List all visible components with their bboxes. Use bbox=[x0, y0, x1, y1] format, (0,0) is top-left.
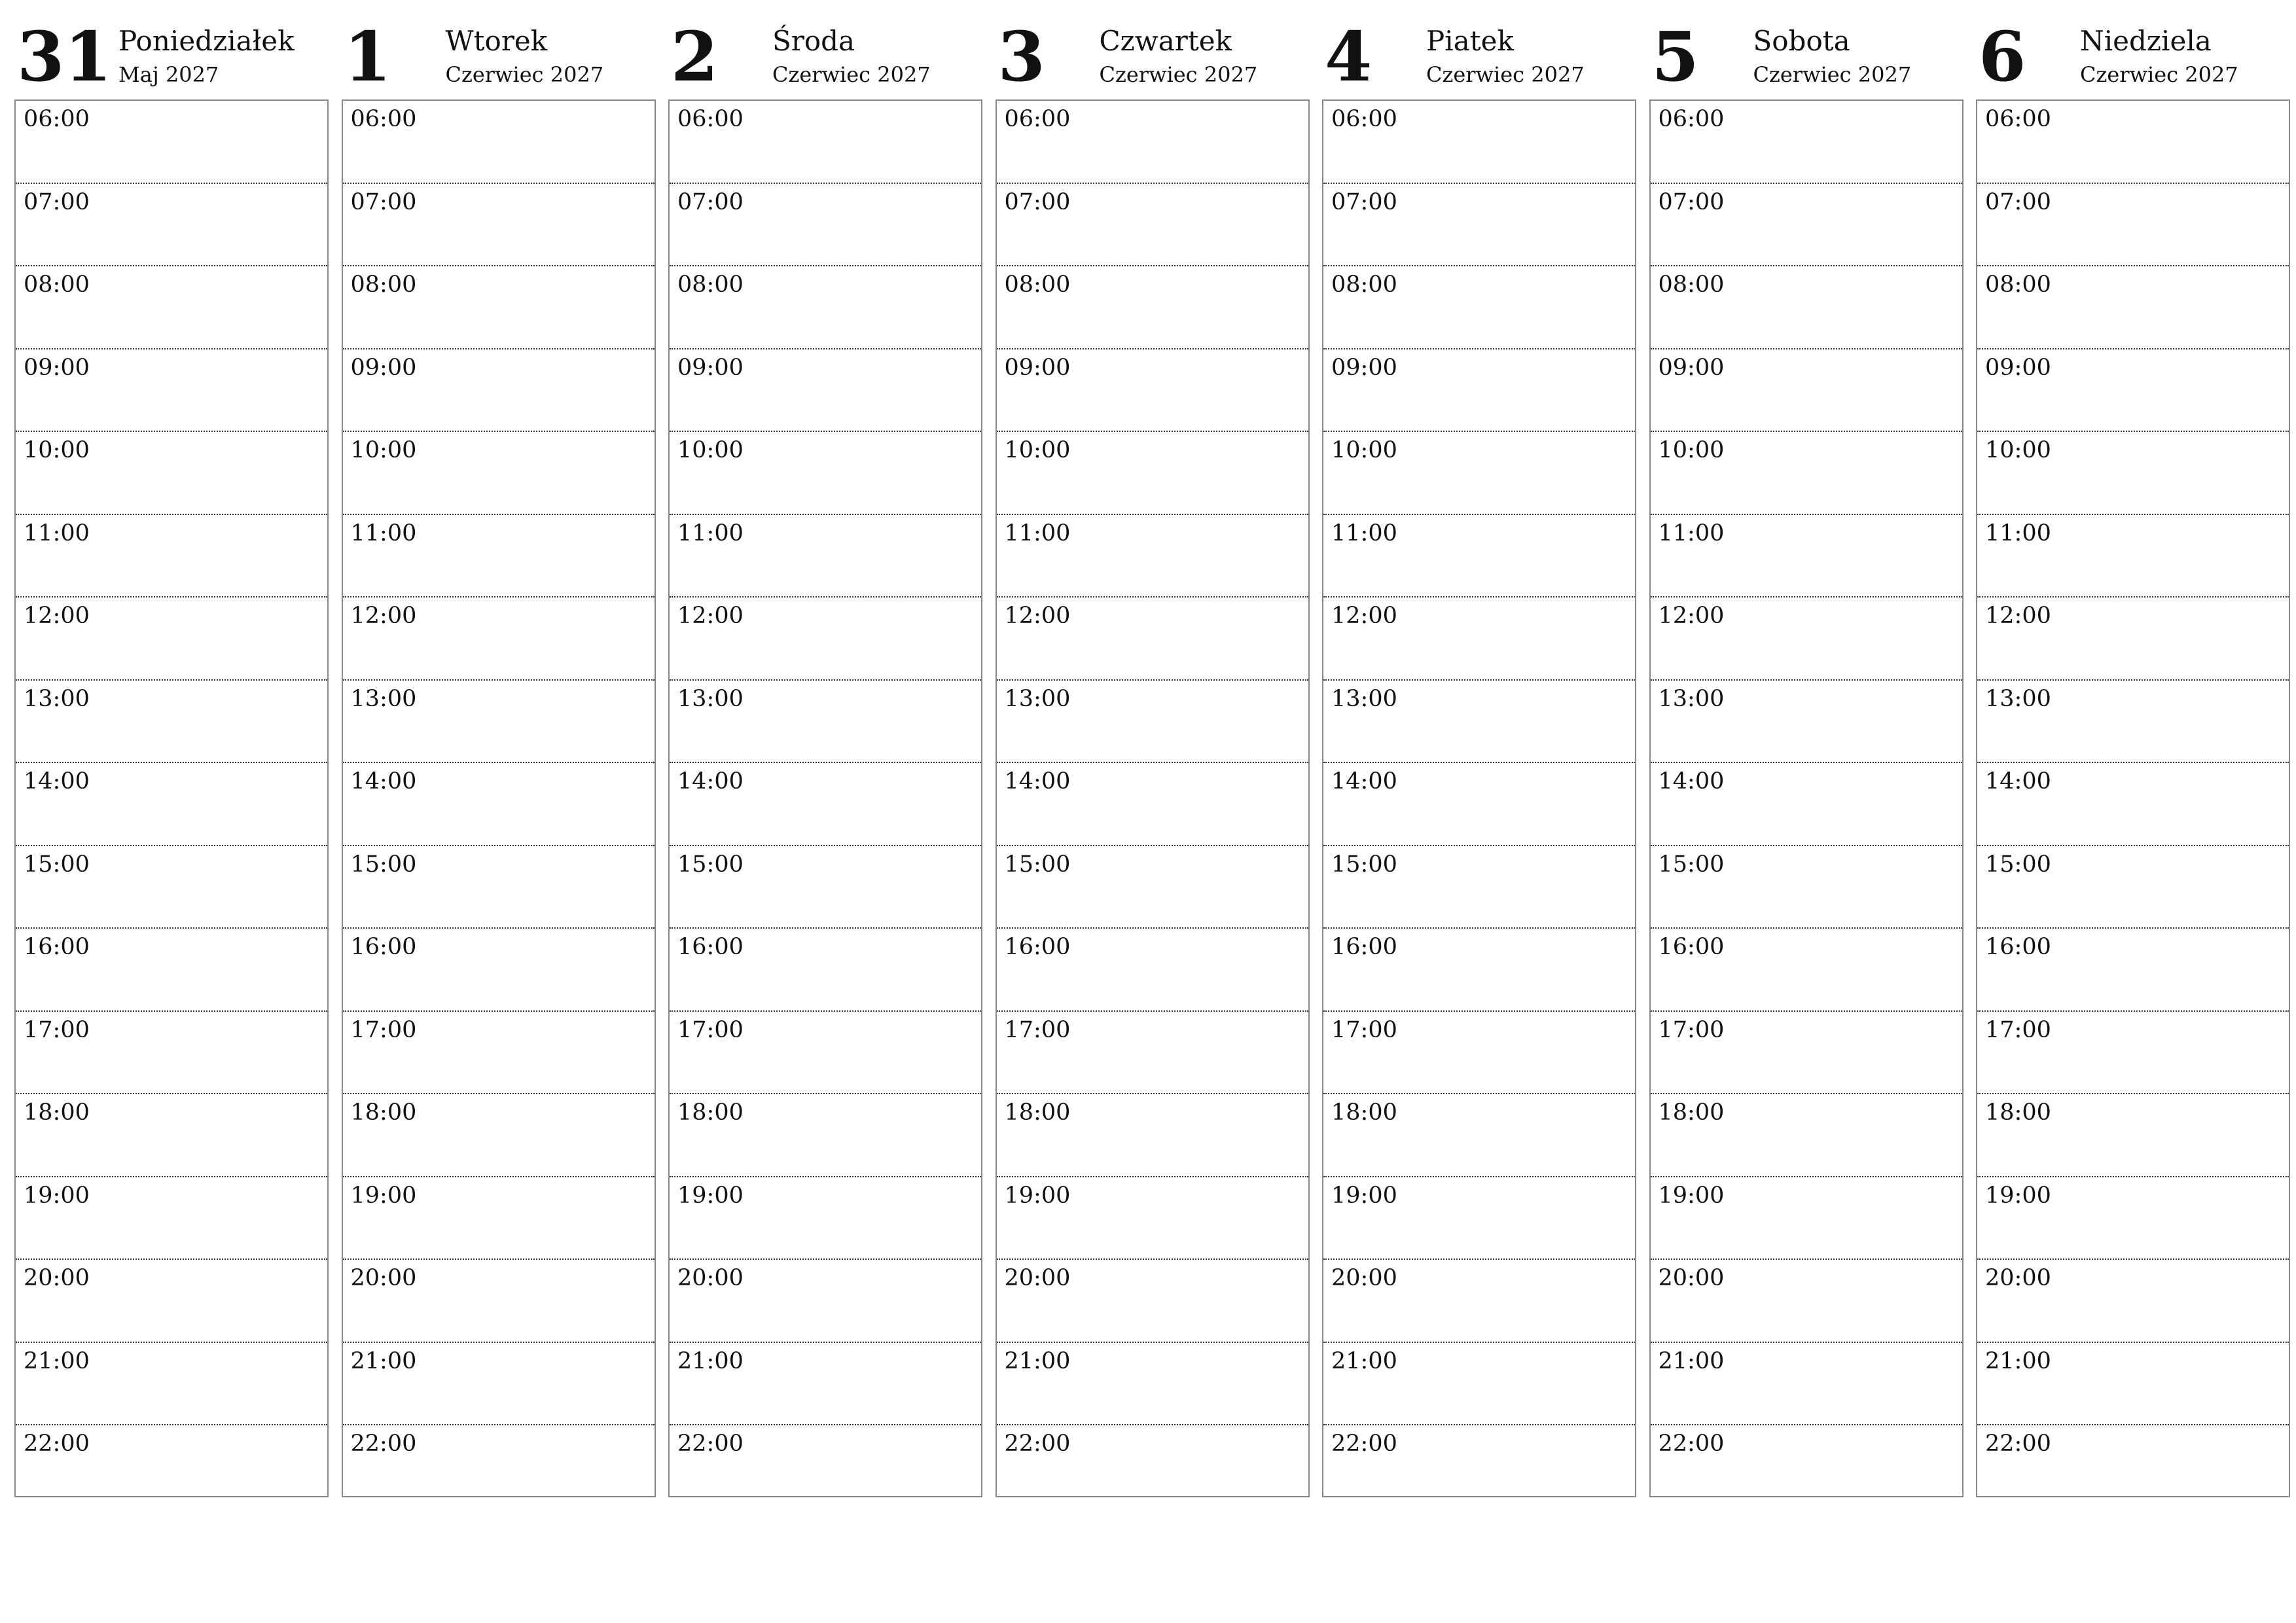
time-slot-label: 09:00 bbox=[1004, 354, 1071, 381]
time-slot-label: 09:00 bbox=[1331, 354, 1397, 381]
time-slot-label: 19:00 bbox=[1331, 1182, 1397, 1209]
time-slot-label: 08:00 bbox=[350, 272, 417, 298]
time-slot-label: 22:00 bbox=[24, 1431, 90, 1457]
time-slot-label: 18:00 bbox=[1004, 1099, 1071, 1126]
time-slot-label: 17:00 bbox=[1658, 1016, 1725, 1043]
time-slot[interactable] bbox=[16, 266, 327, 349]
day-month: Maj 2027 bbox=[118, 62, 219, 87]
time-slot[interactable] bbox=[1323, 101, 1635, 184]
time-slot-label: 08:00 bbox=[24, 272, 90, 298]
time-slot-label: 18:00 bbox=[1658, 1099, 1725, 1126]
time-slot[interactable] bbox=[343, 266, 655, 349]
day-number: 31 bbox=[17, 16, 112, 97]
time-slot[interactable] bbox=[1323, 266, 1635, 349]
time-slot[interactable] bbox=[997, 266, 1308, 349]
time-slot[interactable] bbox=[343, 1094, 655, 1177]
time-slot[interactable] bbox=[997, 597, 1308, 681]
day-month: Czerwiec 2027 bbox=[445, 62, 604, 87]
time-slot[interactable] bbox=[997, 929, 1308, 1012]
time-slot[interactable] bbox=[1323, 349, 1635, 433]
day-header bbox=[996, 0, 1310, 99]
time-slot[interactable] bbox=[670, 597, 981, 681]
time-slot-label: 19:00 bbox=[24, 1182, 90, 1209]
time-slot[interactable] bbox=[1977, 266, 2289, 349]
day-name: Środa bbox=[772, 25, 855, 57]
time-slot-label: 19:00 bbox=[1004, 1182, 1071, 1209]
time-slot-label: 20:00 bbox=[1985, 1265, 2051, 1291]
time-slot-label: 20:00 bbox=[677, 1265, 744, 1291]
time-slot[interactable] bbox=[997, 763, 1308, 846]
time-slot-label: 16:00 bbox=[1658, 934, 1725, 960]
time-slot[interactable] bbox=[670, 1012, 981, 1095]
time-slot[interactable] bbox=[16, 184, 327, 267]
time-slot-label: 10:00 bbox=[1985, 437, 2051, 463]
time-slot-label: 18:00 bbox=[24, 1099, 90, 1126]
time-slot[interactable] bbox=[1323, 1094, 1635, 1177]
time-slot-label: 11:00 bbox=[1004, 520, 1071, 546]
time-slot[interactable] bbox=[1977, 432, 2289, 515]
time-slot-label: 17:00 bbox=[24, 1016, 90, 1043]
time-slot[interactable] bbox=[1323, 681, 1635, 764]
time-slot-label: 10:00 bbox=[1004, 437, 1071, 463]
time-slot-label: 09:00 bbox=[677, 354, 744, 381]
time-slot[interactable] bbox=[1977, 597, 2289, 681]
time-slot-label: 10:00 bbox=[24, 437, 90, 463]
time-slot-label: 07:00 bbox=[1004, 188, 1071, 215]
time-slot[interactable] bbox=[1323, 763, 1635, 846]
time-slot[interactable] bbox=[1977, 1094, 2289, 1177]
time-slot[interactable] bbox=[997, 1343, 1308, 1426]
time-slot-label: 20:00 bbox=[350, 1265, 417, 1291]
day-header bbox=[14, 0, 329, 99]
time-slot[interactable] bbox=[1323, 1343, 1635, 1426]
time-slot-label: 07:00 bbox=[1331, 188, 1397, 215]
time-slot[interactable] bbox=[343, 515, 655, 598]
time-slot[interactable] bbox=[16, 681, 327, 764]
time-slot-label: 14:00 bbox=[350, 768, 417, 794]
day-number: 2 bbox=[671, 16, 719, 97]
time-slot-label: 08:00 bbox=[1331, 272, 1397, 298]
day-name: Czwartek bbox=[1099, 25, 1232, 57]
time-slot-label: 18:00 bbox=[1985, 1099, 2051, 1126]
time-slot[interactable] bbox=[1323, 432, 1635, 515]
day-month: Czerwiec 2027 bbox=[1753, 62, 1912, 87]
time-slot[interactable] bbox=[343, 597, 655, 681]
time-slot[interactable] bbox=[670, 101, 981, 184]
time-slot-label: 06:00 bbox=[1004, 106, 1071, 132]
time-slot-label: 11:00 bbox=[1331, 520, 1397, 546]
time-slot-label: 15:00 bbox=[1331, 851, 1397, 878]
day-name: Sobota bbox=[1753, 25, 1850, 57]
time-slot[interactable] bbox=[1977, 101, 2289, 184]
time-slot-label: 07:00 bbox=[677, 188, 744, 215]
time-slot-label: 21:00 bbox=[1658, 1347, 1725, 1374]
time-slot-label: 11:00 bbox=[350, 520, 417, 546]
time-slot-label: 08:00 bbox=[677, 272, 744, 298]
day-header bbox=[1649, 0, 1964, 99]
time-slot[interactable] bbox=[16, 763, 327, 846]
time-slot-label: 19:00 bbox=[677, 1182, 744, 1209]
time-slot-label: 11:00 bbox=[24, 520, 90, 546]
time-slot[interactable] bbox=[670, 432, 981, 515]
time-slot[interactable] bbox=[1977, 763, 2289, 846]
time-slot-label: 20:00 bbox=[1658, 1265, 1725, 1291]
time-slot[interactable] bbox=[1977, 349, 2289, 433]
time-slot-label: 10:00 bbox=[1331, 437, 1397, 463]
time-slot-label: 22:00 bbox=[677, 1431, 744, 1457]
time-slot[interactable] bbox=[1651, 929, 1962, 1012]
time-slot[interactable] bbox=[1323, 1425, 1635, 1507]
time-slot[interactable] bbox=[1977, 1012, 2289, 1095]
time-slot[interactable] bbox=[343, 1177, 655, 1260]
time-slot[interactable] bbox=[16, 1177, 327, 1260]
time-slot-label: 14:00 bbox=[1658, 768, 1725, 794]
time-slot-label: 08:00 bbox=[1658, 272, 1725, 298]
time-slot[interactable] bbox=[16, 1012, 327, 1095]
time-slot[interactable] bbox=[1651, 101, 1962, 184]
time-slot-label: 13:00 bbox=[1331, 685, 1397, 712]
time-slot[interactable] bbox=[1651, 1012, 1962, 1095]
time-slot[interactable] bbox=[997, 1012, 1308, 1095]
time-slot[interactable] bbox=[343, 349, 655, 433]
time-slot-label: 18:00 bbox=[350, 1099, 417, 1126]
day-name: Niedziela bbox=[2080, 25, 2212, 57]
time-slot-label: 18:00 bbox=[677, 1099, 744, 1126]
time-slot-label: 11:00 bbox=[1985, 520, 2051, 546]
time-slot[interactable] bbox=[343, 184, 655, 267]
time-slot-label: 11:00 bbox=[677, 520, 744, 546]
time-slot[interactable] bbox=[16, 515, 327, 598]
time-slot-label: 22:00 bbox=[1985, 1431, 2051, 1457]
day-number: 4 bbox=[1325, 16, 1372, 97]
time-slot[interactable] bbox=[1651, 1177, 1962, 1260]
day-number: 3 bbox=[997, 16, 1045, 97]
time-slot-label: 12:00 bbox=[677, 603, 744, 629]
time-slot[interactable] bbox=[1323, 846, 1635, 929]
time-slot-list bbox=[668, 99, 982, 1497]
time-slot[interactable] bbox=[997, 1094, 1308, 1177]
time-slot[interactable] bbox=[16, 432, 327, 515]
time-slot-label: 09:00 bbox=[24, 354, 90, 381]
time-slot[interactable] bbox=[1651, 1343, 1962, 1426]
time-slot-label: 20:00 bbox=[1331, 1265, 1397, 1291]
time-slot-label: 06:00 bbox=[1658, 106, 1725, 132]
time-slot-label: 22:00 bbox=[1331, 1431, 1397, 1457]
time-slot-label: 09:00 bbox=[1985, 354, 2051, 381]
time-slot-label: 22:00 bbox=[1004, 1431, 1071, 1457]
time-slot-label: 13:00 bbox=[350, 685, 417, 712]
time-slot-label: 21:00 bbox=[1004, 1347, 1071, 1374]
time-slot[interactable] bbox=[1651, 1260, 1962, 1343]
time-slot-label: 16:00 bbox=[1331, 934, 1397, 960]
time-slot[interactable] bbox=[16, 101, 327, 184]
time-slot[interactable] bbox=[1323, 597, 1635, 681]
time-slot[interactable] bbox=[997, 1425, 1308, 1507]
time-slot[interactable] bbox=[343, 763, 655, 846]
time-slot-label: 07:00 bbox=[24, 188, 90, 215]
time-slot[interactable] bbox=[343, 1343, 655, 1426]
time-slot-label: 21:00 bbox=[24, 1347, 90, 1374]
day-name: Poniedziałek bbox=[118, 25, 295, 57]
day-name: Wtorek bbox=[445, 25, 548, 57]
time-slot-label: 22:00 bbox=[350, 1431, 417, 1457]
time-slot-list bbox=[996, 99, 1310, 1497]
day-month: Czerwiec 2027 bbox=[772, 62, 931, 87]
time-slot-label: 18:00 bbox=[1331, 1099, 1397, 1126]
time-slot[interactable] bbox=[1323, 184, 1635, 267]
time-slot-label: 19:00 bbox=[1985, 1182, 2051, 1209]
time-slot-label: 15:00 bbox=[677, 851, 744, 878]
time-slot-label: 12:00 bbox=[1985, 603, 2051, 629]
time-slot[interactable] bbox=[670, 846, 981, 929]
time-slot-label: 10:00 bbox=[1658, 437, 1725, 463]
time-slot[interactable] bbox=[670, 184, 981, 267]
time-slot[interactable] bbox=[1651, 597, 1962, 681]
time-slot[interactable] bbox=[1977, 184, 2289, 267]
time-slot-label: 20:00 bbox=[24, 1265, 90, 1291]
time-slot[interactable] bbox=[343, 1012, 655, 1095]
time-slot-label: 14:00 bbox=[1985, 768, 2051, 794]
time-slot[interactable] bbox=[670, 349, 981, 433]
day-number: 1 bbox=[344, 16, 391, 97]
time-slot-label: 07:00 bbox=[350, 188, 417, 215]
time-slot[interactable] bbox=[1651, 184, 1962, 267]
time-slot-label: 17:00 bbox=[1985, 1016, 2051, 1043]
time-slot[interactable] bbox=[343, 929, 655, 1012]
time-slot-list bbox=[1322, 99, 1636, 1497]
time-slot-label: 16:00 bbox=[1004, 934, 1071, 960]
time-slot-label: 14:00 bbox=[24, 768, 90, 794]
time-slot-label: 13:00 bbox=[24, 685, 90, 712]
time-slot-list bbox=[14, 99, 329, 1497]
time-slot[interactable] bbox=[1977, 1343, 2289, 1426]
time-slot[interactable] bbox=[997, 432, 1308, 515]
time-slot-label: 06:00 bbox=[1331, 106, 1397, 132]
day-name: Piatek bbox=[1426, 25, 1514, 57]
day-number: 6 bbox=[1979, 16, 2026, 97]
time-slot[interactable] bbox=[997, 681, 1308, 764]
time-slot-label: 17:00 bbox=[1004, 1016, 1071, 1043]
time-slot-label: 06:00 bbox=[350, 106, 417, 132]
time-slot[interactable] bbox=[343, 1260, 655, 1343]
time-slot[interactable] bbox=[343, 846, 655, 929]
time-slot-label: 09:00 bbox=[1658, 354, 1725, 381]
time-slot[interactable] bbox=[997, 846, 1308, 929]
time-slot[interactable] bbox=[343, 432, 655, 515]
time-slot[interactable] bbox=[997, 184, 1308, 267]
time-slot[interactable] bbox=[1323, 929, 1635, 1012]
time-slot[interactable] bbox=[1651, 763, 1962, 846]
time-slot[interactable] bbox=[1977, 1260, 2289, 1343]
time-slot-label: 19:00 bbox=[350, 1182, 417, 1209]
time-slot-label: 21:00 bbox=[677, 1347, 744, 1374]
time-slot-list bbox=[1976, 99, 2290, 1497]
time-slot-label: 19:00 bbox=[1658, 1182, 1725, 1209]
time-slot-label: 21:00 bbox=[1985, 1347, 2051, 1374]
time-slot[interactable] bbox=[1977, 681, 2289, 764]
time-slot-label: 14:00 bbox=[1004, 768, 1071, 794]
time-slot[interactable] bbox=[1323, 1012, 1635, 1095]
day-header bbox=[342, 0, 656, 99]
time-slot[interactable] bbox=[1977, 1177, 2289, 1260]
time-slot-label: 08:00 bbox=[1004, 272, 1071, 298]
time-slot-label: 16:00 bbox=[24, 934, 90, 960]
time-slot[interactable] bbox=[997, 1177, 1308, 1260]
time-slot[interactable] bbox=[1651, 266, 1962, 349]
time-slot[interactable] bbox=[670, 1260, 981, 1343]
time-slot-label: 22:00 bbox=[1658, 1431, 1725, 1457]
day-month: Czerwiec 2027 bbox=[1426, 62, 1585, 87]
time-slot[interactable] bbox=[1651, 515, 1962, 598]
time-slot[interactable] bbox=[1651, 1425, 1962, 1507]
time-slot[interactable] bbox=[670, 929, 981, 1012]
time-slot-label: 17:00 bbox=[677, 1016, 744, 1043]
time-slot[interactable] bbox=[670, 515, 981, 598]
time-slot[interactable] bbox=[670, 681, 981, 764]
time-slot-label: 06:00 bbox=[24, 106, 90, 132]
time-slot[interactable] bbox=[670, 763, 981, 846]
time-slot-label: 14:00 bbox=[1331, 768, 1397, 794]
time-slot-label: 15:00 bbox=[1004, 851, 1071, 878]
time-slot-label: 20:00 bbox=[1004, 1265, 1071, 1291]
time-slot-label: 12:00 bbox=[350, 603, 417, 629]
time-slot[interactable] bbox=[16, 929, 327, 1012]
time-slot-label: 06:00 bbox=[677, 106, 744, 132]
time-slot-label: 15:00 bbox=[350, 851, 417, 878]
time-slot-label: 07:00 bbox=[1658, 188, 1725, 215]
time-slot[interactable] bbox=[1323, 1260, 1635, 1343]
time-slot[interactable] bbox=[1977, 846, 2289, 929]
time-slot-label: 21:00 bbox=[1331, 1347, 1397, 1374]
time-slot[interactable] bbox=[1977, 1425, 2289, 1507]
time-slot-label: 16:00 bbox=[1985, 934, 2051, 960]
time-slot[interactable] bbox=[16, 1260, 327, 1343]
day-number: 5 bbox=[1651, 16, 1699, 97]
time-slot[interactable] bbox=[670, 1425, 981, 1507]
time-slot-label: 12:00 bbox=[1331, 603, 1397, 629]
time-slot-label: 12:00 bbox=[1004, 603, 1071, 629]
time-slot-label: 06:00 bbox=[1985, 106, 2051, 132]
time-slot[interactable] bbox=[1651, 1094, 1962, 1177]
time-slot[interactable] bbox=[343, 1425, 655, 1507]
time-slot[interactable] bbox=[997, 515, 1308, 598]
time-slot[interactable] bbox=[1651, 432, 1962, 515]
time-slot-label: 10:00 bbox=[677, 437, 744, 463]
time-slot-label: 15:00 bbox=[1658, 851, 1725, 878]
time-slot[interactable] bbox=[1651, 349, 1962, 433]
day-header bbox=[1322, 0, 1636, 99]
time-slot[interactable] bbox=[670, 1177, 981, 1260]
time-slot[interactable] bbox=[1651, 846, 1962, 929]
time-slot[interactable] bbox=[1323, 515, 1635, 598]
time-slot-label: 13:00 bbox=[1658, 685, 1725, 712]
time-slot[interactable] bbox=[1323, 1177, 1635, 1260]
time-slot[interactable] bbox=[16, 597, 327, 681]
time-slot[interactable] bbox=[16, 1343, 327, 1426]
time-slot[interactable] bbox=[1651, 681, 1962, 764]
time-slot-label: 16:00 bbox=[677, 934, 744, 960]
day-header bbox=[1976, 0, 2290, 99]
time-slot[interactable] bbox=[16, 349, 327, 433]
day-month: Czerwiec 2027 bbox=[2080, 62, 2238, 87]
time-slot-label: 13:00 bbox=[1004, 685, 1071, 712]
time-slot-label: 21:00 bbox=[350, 1347, 417, 1374]
time-slot[interactable] bbox=[997, 1260, 1308, 1343]
day-month: Czerwiec 2027 bbox=[1099, 62, 1258, 87]
time-slot-label: 17:00 bbox=[350, 1016, 417, 1043]
time-slot[interactable] bbox=[670, 266, 981, 349]
time-slot[interactable] bbox=[16, 1425, 327, 1507]
time-slot-label: 11:00 bbox=[1658, 520, 1725, 546]
time-slot[interactable] bbox=[16, 846, 327, 929]
time-slot-label: 15:00 bbox=[1985, 851, 2051, 878]
time-slot-label: 10:00 bbox=[350, 437, 417, 463]
time-slot-label: 14:00 bbox=[677, 768, 744, 794]
time-slot-label: 12:00 bbox=[24, 603, 90, 629]
time-slot-label: 07:00 bbox=[1985, 188, 2051, 215]
time-slot-label: 09:00 bbox=[350, 354, 417, 381]
time-slot[interactable] bbox=[670, 1094, 981, 1177]
time-slot[interactable] bbox=[997, 101, 1308, 184]
day-header bbox=[668, 0, 982, 99]
time-slot-label: 08:00 bbox=[1985, 272, 2051, 298]
time-slot[interactable] bbox=[670, 1343, 981, 1426]
time-slot-list bbox=[342, 99, 656, 1497]
time-slot[interactable] bbox=[343, 101, 655, 184]
time-slot[interactable] bbox=[16, 1094, 327, 1177]
time-slot-label: 13:00 bbox=[677, 685, 744, 712]
time-slot[interactable] bbox=[1977, 929, 2289, 1012]
time-slot[interactable] bbox=[1977, 515, 2289, 598]
time-slot-label: 13:00 bbox=[1985, 685, 2051, 712]
time-slot-label: 12:00 bbox=[1658, 603, 1725, 629]
time-slot-label: 17:00 bbox=[1331, 1016, 1397, 1043]
time-slot-label: 15:00 bbox=[24, 851, 90, 878]
time-slot[interactable] bbox=[343, 681, 655, 764]
time-slot-list bbox=[1649, 99, 1964, 1497]
time-slot[interactable] bbox=[997, 349, 1308, 433]
time-slot-label: 16:00 bbox=[350, 934, 417, 960]
